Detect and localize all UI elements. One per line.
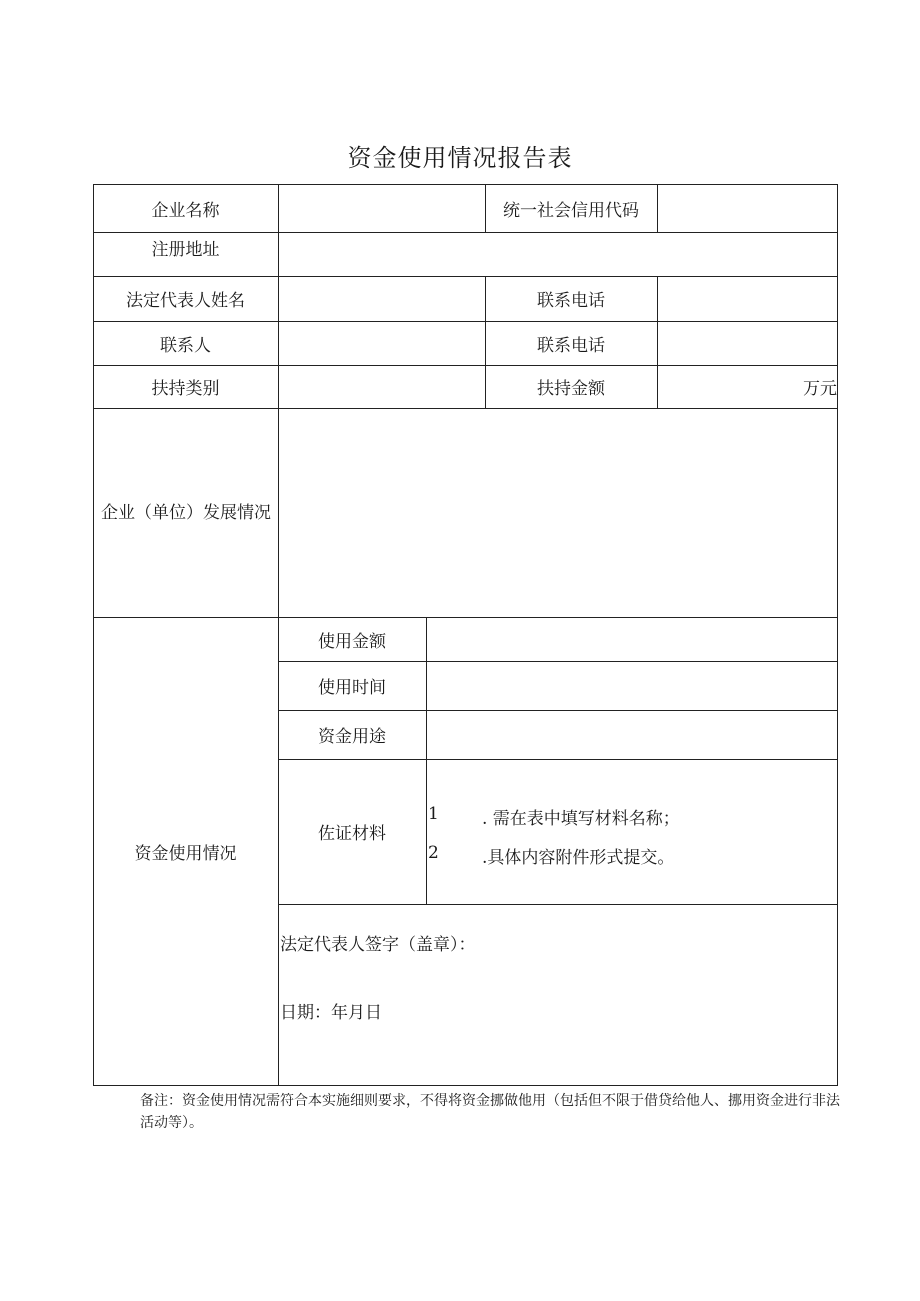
field-support-category[interactable] xyxy=(279,366,484,407)
label-reg-address: 注册地址 xyxy=(151,239,220,260)
field-support-amount[interactable] xyxy=(658,366,837,407)
evidence-item-text: .具体内容附件形式提交。 xyxy=(482,848,675,868)
label-phone-1: 联系电话 xyxy=(537,291,605,311)
field-phone-2[interactable] xyxy=(658,322,837,364)
col-divider xyxy=(426,617,427,904)
field-amount-used[interactable] xyxy=(427,618,837,660)
label-usage-time: 使用时间 xyxy=(318,678,386,698)
label-credit-code: 统一社会信用代码 xyxy=(503,200,639,221)
label-legal-rep-name: 法定代表人姓名 xyxy=(126,291,245,311)
date-label: 日期：年月日 xyxy=(280,1003,382,1023)
page-title: 资金使用情况报告表 xyxy=(347,144,573,172)
field-company-name[interactable] xyxy=(279,185,484,231)
field-legal-rep-name[interactable] xyxy=(279,277,484,320)
footnote: 备注：资金使用情况需符合本实施细则要求，不得将资金挪做他用（包括但不限于借贷给他人、挪用资金进行非法活动等）。 xyxy=(140,1093,840,1131)
label-contact-person: 联系人 xyxy=(160,335,211,356)
row-divider xyxy=(278,904,838,905)
field-reg-address[interactable] xyxy=(279,233,837,275)
label-evidence: 佐证材料 xyxy=(318,824,386,844)
field-purpose[interactable] xyxy=(427,711,837,758)
evidence-item-number: 2 xyxy=(428,843,439,863)
label-phone-2: 联系电话 xyxy=(537,335,605,356)
signature-label: 法定代表人签字（盖章）： xyxy=(280,935,476,955)
field-phone-1[interactable] xyxy=(658,277,837,320)
label-development: 企业（单位）发展情况 xyxy=(101,502,271,523)
field-contact-person[interactable] xyxy=(279,322,484,364)
label-support-amount: 扶持金额 xyxy=(537,379,605,399)
field-usage-time[interactable] xyxy=(427,662,837,709)
label-purpose: 资金用途 xyxy=(318,727,386,747)
field-credit-code[interactable] xyxy=(658,185,837,231)
label-support-category: 扶持类别 xyxy=(151,379,220,399)
evidence-item-text: . 需在表中填写材料名称； xyxy=(482,809,680,829)
label-amount-used: 使用金额 xyxy=(318,631,386,652)
amount-unit: 万元 xyxy=(803,379,837,399)
label-company-name: 企业名称 xyxy=(151,200,220,221)
evidence-item-number: 1 xyxy=(428,804,439,824)
field-development[interactable] xyxy=(279,409,837,616)
label-fund-usage: 资金使用情况 xyxy=(134,844,237,864)
